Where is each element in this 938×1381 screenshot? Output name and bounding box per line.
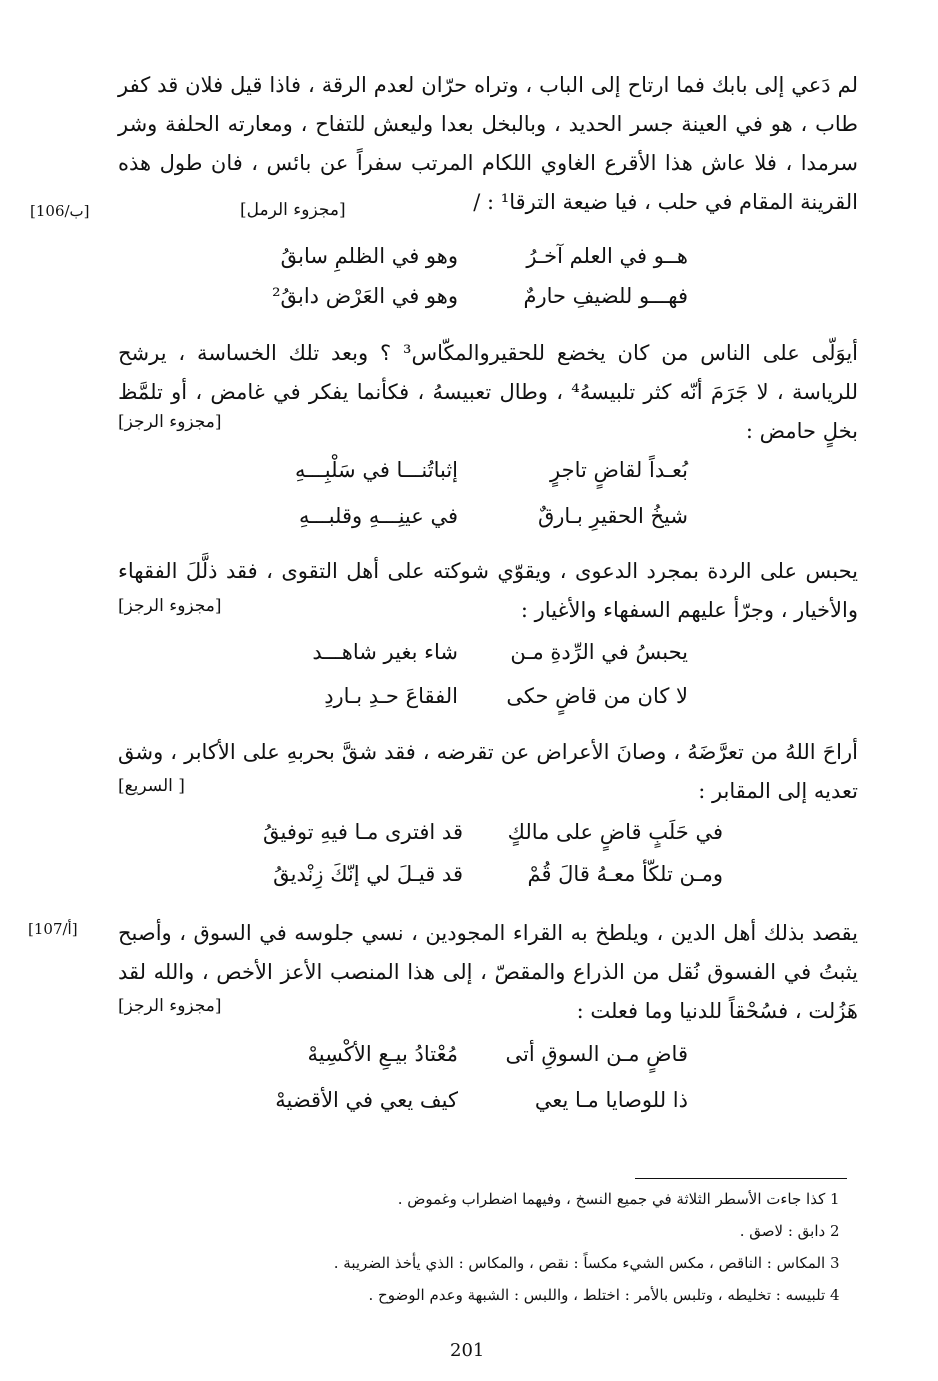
hemistich: شيخُ الحقيرِ بـارقٌ xyxy=(537,504,688,528)
hemistich: وهو في العَرْض دابقُ² xyxy=(272,284,458,308)
text-line: أيوَلّى على الناس من كان يخضع للحقيروالمكّاس³ ؟ وبعد تلك الخساسة ، يرشح xyxy=(118,341,859,365)
footnote-number: 3 xyxy=(830,1254,840,1272)
hemistich: قاضٍ مـن السوقِ أتى xyxy=(505,1042,688,1066)
meter-label: [مجزوء الرجز] xyxy=(118,412,222,432)
text-line: أراحَ اللهُ من تعرَّضَهُ ، وصانَ الأعراض عن تقرضه ، فقد شقَّ بحربهِ على الأكابر ، وشق xyxy=(118,740,858,764)
meter-label: [مجزوء الرمل] xyxy=(240,200,346,220)
verse-block-5 xyxy=(228,1042,688,1122)
verse-block-4 xyxy=(223,820,723,900)
hemistich: الفقاعَ حـدِ بـاردِ xyxy=(324,684,458,708)
text-line: سرمدا ، فلا عاش هذا الأقرع الغاوي اللكام المرتب سفراً عن بائس ، فان طول هذه xyxy=(118,151,858,175)
footnote xyxy=(369,1286,850,1304)
hemistich: قد افترى مـا فيهِ توفيقُ xyxy=(262,820,463,844)
hemistich: في عينِـــهِ وقلبـــهِ xyxy=(299,504,458,528)
page-number: 201 xyxy=(450,1340,485,1361)
hemistich: هــو في العلم آخـرُ xyxy=(526,244,688,268)
hemistich: ومـن تلكّأ معـهُ قالَ قُمْ xyxy=(527,862,723,886)
meter-label: [مجزوء الرجز] xyxy=(118,996,222,1016)
verse-block-3 xyxy=(228,640,688,720)
footnote xyxy=(398,1190,850,1208)
hemistich: إثباتُنـــا في سَلْبِـــهِ xyxy=(295,458,458,482)
folio-marker: [106/ب] xyxy=(30,202,90,220)
text-line: يقصد بذلك أهل الدين ، ويلطخ به القراء المجودين ، نسي جلوسه في السوق ، وأصبح xyxy=(118,921,858,945)
footnote-text: كذا جاءت الأسطر الثلاثة في جميع النسخ ، وفيهما اضطراب وغموض . xyxy=(397,1190,826,1208)
text-line: لم دَعي إلى بابك فما ارتاح إلى الباب ، وتراه حرّان لعدم الرقة ، فاذا قيل فلان قد كفر xyxy=(118,73,858,97)
meter-label: [ السريع] xyxy=(118,776,185,796)
paragraph-3 xyxy=(118,552,858,630)
hemistich: كيف يعي في الأقضيهْ xyxy=(275,1088,458,1112)
footnote-number: 4 xyxy=(830,1286,840,1304)
hemistich: وهو في الظلمِ سابقُ xyxy=(280,244,458,268)
meter-label: [مجزوء الرجز] xyxy=(118,596,222,616)
footnote xyxy=(740,1222,850,1240)
footnote-number: 2 xyxy=(830,1222,840,1240)
hemistich: يحبسُ في الرِّدةِ مـن xyxy=(510,640,688,664)
hemistich: قد قيـلَ لي إنّكَ زِنْديقُ xyxy=(273,862,463,886)
paragraph-5 xyxy=(118,914,858,1031)
footnote-text: تلبيسه : تخليطه ، وتلبس بالأمر : اختلط ، واللبس : الشبهة وعدم الوضوح . xyxy=(368,1286,826,1304)
paragraph-2 xyxy=(118,334,858,451)
text-line: تعديه إلى المقابر : xyxy=(698,779,858,803)
hemistich: فهـــو للضيفِ حارمٌ xyxy=(523,284,688,308)
paragraph-4 xyxy=(118,733,858,811)
paragraph-1 xyxy=(118,66,858,222)
verse-block-2 xyxy=(228,458,688,538)
hemistich: بُعـداً لقاضٍ تاجرٍ xyxy=(550,458,688,482)
hemistich: ذا للوصايا مـا يعي xyxy=(534,1088,688,1112)
hemistich: مُعْتادُ بيـعِ الأكْسِيهْ xyxy=(307,1042,458,1066)
footnote-text: المكاس : الناقص ، مكس الشيء مكساً : نقص ، والمكاس : الذي يأخذ الضريبة . xyxy=(333,1254,826,1272)
footnote-text: دابق : لاصق . xyxy=(739,1222,826,1240)
hemistich: شاء بغير شاهـــد xyxy=(312,640,458,664)
footnote xyxy=(334,1254,850,1272)
text-line: بخلٍ حامض : xyxy=(745,419,858,443)
verse-block-1 xyxy=(228,244,688,324)
text-line: للرياسة ، لا جَرَمَ أنّه كثر تلبيسهُ⁴ ، وطال تعبيسهُ ، فكأنما يفكر في غامض ، أو تلمَّظ xyxy=(118,380,859,404)
text-line: والأخيار ، وجرّأ عليهم السفهاء والأغيار : xyxy=(520,598,858,622)
footnote-number: 1 xyxy=(830,1190,840,1208)
text-line: طاب ، هو في العينة جسر الحديد ، وبالبخل بعدا وليعش للتفاح ، ومعارته الحلفة وشر xyxy=(118,112,858,136)
footnote-rule xyxy=(635,1178,847,1179)
text-line: القرينة المقام في حلب ، فيا ضيعة الترقا¹ : / xyxy=(473,190,858,214)
hemistich: في حَلَبٍ قاضٍ على مالكٍ xyxy=(507,820,723,844)
hemistich: لا كان من قاضٍ حكى xyxy=(506,684,688,708)
folio-marker: [107/أ] xyxy=(28,920,78,938)
text-line: يثبتُ في الفسوق نُقل من الذراع والمقصّ ، إلى هذا المنصب الأعز الأخص ، والله لقد xyxy=(118,960,858,984)
text-line: يحبس على الردة بمجرد الدعوى ، ويقوّي شوكته على أهل التقوى ، فقد ذلَّلَ الفقهاء xyxy=(118,559,858,583)
text-line: هَزُلت ، فسُحْقاً للدنيا وما فعلت : xyxy=(576,999,858,1023)
